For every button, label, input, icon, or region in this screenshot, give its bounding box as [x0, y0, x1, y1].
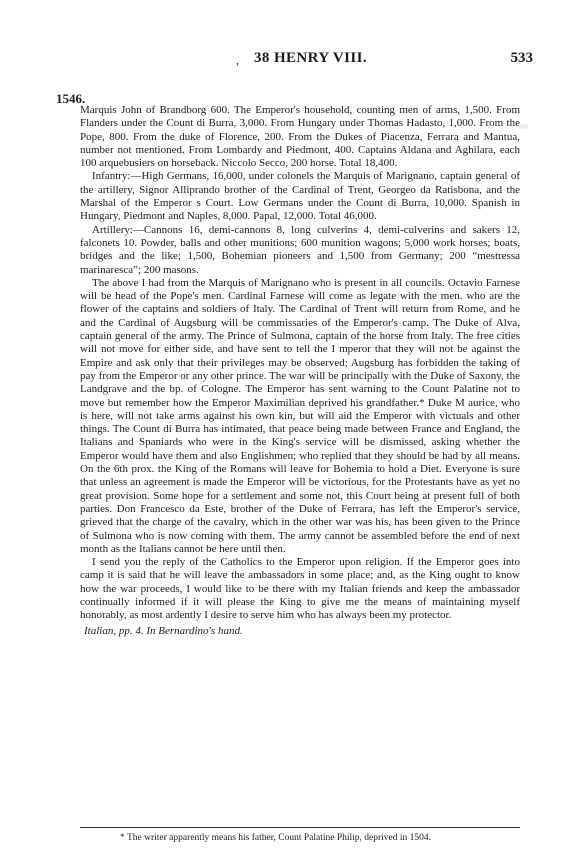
margin-year: 1546.: [56, 91, 86, 106]
page-number: 533: [510, 50, 533, 66]
paragraph-5: I send you the reply of the Catholics to the Emperor upon religion. If the Emperor goes into camp it is said that he will leave the ambassadors in some place; and, as the King ought to know how the war proceeds, I would like to be there with my Italian friends and keep the ambassador continually informed if it will please the King to give me the means of maintaining myself honorably, as most ardently I desire to serve him who has always been my protector.: [80, 556, 520, 622]
paragraph-2: Infantry:—High Germans, 16,000, under colonels the Marquis of Marignano, captain general of the artillery, Signor Alliprando brother of the Cardinal of Trent, Georgeo da Ratisbona, and the Marshal of the Emperor s Court. Low Germans under the Count di Burra, 10,000. Spanish in Hungary, Piedmont and Naples, 8,000. Papal, 12,000. Total 46,000.: [80, 170, 520, 223]
running-header: [0, 50, 567, 70]
source-note: Italian, pp. 4. In Bernardino's hand.: [84, 624, 243, 637]
paragraph-4: The above I had from the Marquis of Marignano who is present in all councils. Octavio Farnese will be head of the Pope's men. Cardinal Farnese will come as legate with the men. who are the flower of the captains and soldiers of Italy. The Cardinal of Trent will return from Rome, and he and the Cardinal of Augsburg will be commissaries of the Emperor's camp. The Duke of Alva, captain general of the army. The Prince of Sulmona, captain of the horse from Italy. The free cities will not move for either side, and have sent to tell the I mperor that they will not be against the Empire and ask only that their privileges may be observed; Augsburg has forbidden the taking of pay from the Emperor or any other prince. The war will be principally with the Duke of Saxony, the Landgrave and the bp. of Cologne. The Emperor has sent warning to the Count Palatine not to move but remember how the Emperor Maximilian deprived his grandfather.* Duke M aurice, who is here, will not take arms against his own kin, but will aid the Emperor with victuals and other things. The Count di Burra has intimated, that peace being made between France and England, the Italians and Spaniards who were in the King's service will be dismissed, asking whether the Emperor would have them and also Englishmen; who replied that they should be had by all means. On the 6th prox. the King of the Romans will leave for Bohemia to hold a Diet. Everyone is sure that unless an agreement is made the Emperor will be victorious, for the Protestants have as yet no great provision. Some hope for a settlement and some not, this Court being at present full of both parties. Don Francesco da Este, brother of the Duke of Ferrara, has left the Emperor's service, grieved that the charge of the cavalry, which in the other war was his, has been given to the Prince of Sulmona who is now coming with them. The army cannot be assembled before the end of next month as the Italians cannot be here until then.: [80, 276, 520, 555]
footnote: * The writer apparently means his father, Count Palatine Philip, deprived in 1504.: [120, 833, 432, 843]
body-text: [80, 104, 520, 638]
paragraph-3: Artillery:—Cannons 16, demi-cannons 8, long culverins 4, demi-culverins and sakers 12, falconets 10. Powder, balls and other munitions; 600 munition wagons; 5,000 work horses; boats, bridges and the like; 1,500, Bohemian pioneers and 1,500 from Germany; 200 “mestressa marinaresca”; 200 masons.: [80, 223, 520, 276]
footnote-rule: [80, 827, 520, 828]
watermark-mark: ▮: [517, 123, 530, 130]
header-title: 38 HENRY VIII.: [254, 50, 368, 66]
paragraph-1: Marquis John of Brandborg 600. The Emperor's household, counting men of arms, 1,500. From Flanders under the Count di Burra, 3,000. From Hungary under Thomas Hadasto, 1,000. From the Pope, 800. From the duke of Florence, 200. From the Dukes of Piacenza, Ferrara and Mantua, number not mentioned. From Lombardy and Piedmont, 400. Captains Aldana and Aghilara, each 100 arquebusiers on horseback. Niccolo Secco, 200 horse. Total 18,400.: [80, 104, 520, 170]
header-mark: ,: [236, 53, 239, 67]
